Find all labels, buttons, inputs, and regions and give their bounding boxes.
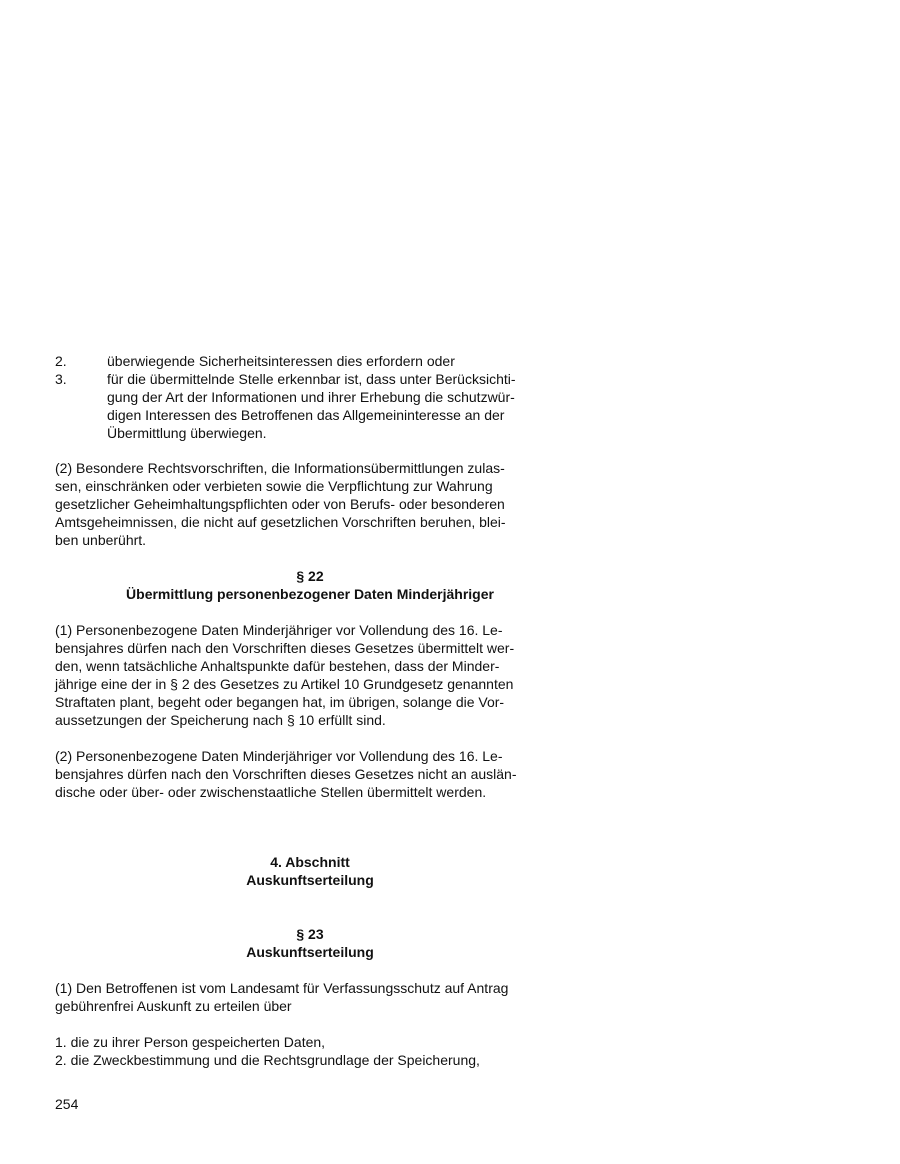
paragraph-line: (2) Besondere Rechtsvorschriften, die Informationsübermittlungen zulas- — [55, 460, 505, 476]
paragraph-line: aussetzungen der Speicherung nach § 10 erfüllt sind. — [55, 712, 386, 728]
list-item-number: 2. — [55, 353, 67, 369]
paragraph-line: jährige eine der in § 2 des Gesetzes zu Artikel 10 Grundgesetz genannten — [55, 676, 514, 692]
list-item: 2. die Zweckbestimmung und die Rechtsgrundlage der Speicherung, — [55, 1052, 480, 1068]
paragraph-line: gesetzlicher Geheimhaltungspflichten oder von Berufs- oder besonderen — [55, 496, 505, 512]
section-title: Auskunftserteilung — [246, 944, 374, 960]
list-item-text: Übermittlung überwiegen. — [107, 425, 267, 441]
list-item-text: für die übermittelnde Stelle erkennbar ist, dass unter Berücksichti- — [107, 371, 516, 387]
paragraph-line: ben unberührt. — [55, 532, 147, 548]
list-item-text: überwiegende Sicherheitsinteressen dies erfordern oder — [107, 353, 455, 369]
list-item-number: 3. — [55, 371, 67, 387]
paragraph-line: den, wenn tatsächliche Anhaltspunkte dafür bestehen, dass der Minder- — [55, 658, 500, 674]
list-item: 1. die zu ihrer Person gespeicherten Daten, — [55, 1034, 326, 1050]
paragraph-line: bensjahres dürfen nach den Vorschriften dieses Gesetzes übermittelt wer- — [55, 640, 515, 656]
list-item-text: gung der Art der Informationen und ihrer Erhebung die schutzwür- — [107, 389, 515, 405]
paragraph-line: bensjahres dürfen nach den Vorschriften dieses Gesetzes nicht an auslän- — [55, 766, 517, 782]
paragraph-line: dische oder über- oder zwischenstaatliche Stellen übermittelt werden. — [55, 784, 487, 800]
paragraph-line: (2) Personenbezogene Daten Minderjähriger vor Vollendung des 16. Le- — [55, 748, 503, 764]
paragraph-line: (1) Den Betroffenen ist vom Landesamt für Verfassungsschutz auf Antrag — [55, 980, 509, 996]
paragraph-line: gebührenfrei Auskunft zu erteilen über — [55, 998, 292, 1014]
paragraph-line: (1) Personenbezogene Daten Minderjähriger vor Vollendung des 16. Le- — [55, 622, 503, 638]
section-number: § 22 — [296, 568, 324, 584]
paragraph-line: Straftaten plant, begeht oder begangen hat, im übrigen, solange die Vor- — [55, 694, 505, 710]
section-title: Übermittlung personenbezogener Daten Minderjähriger — [126, 586, 494, 602]
chapter-number: 4. Abschnitt — [270, 854, 350, 870]
list-item-text: digen Interessen des Betroffenen das Allgemeininteresse an der — [107, 407, 505, 423]
section-number: § 23 — [296, 926, 324, 942]
chapter-title: Auskunftserteilung — [246, 872, 374, 888]
paragraph-line: Amtsgeheimnissen, die nicht auf gesetzlichen Vorschriften beruhen, blei- — [55, 514, 506, 530]
paragraph-line: sen, einschränken oder verbieten sowie die Verpflichtung zur Wahrung — [55, 478, 493, 494]
page-number: 254 — [55, 1096, 79, 1112]
